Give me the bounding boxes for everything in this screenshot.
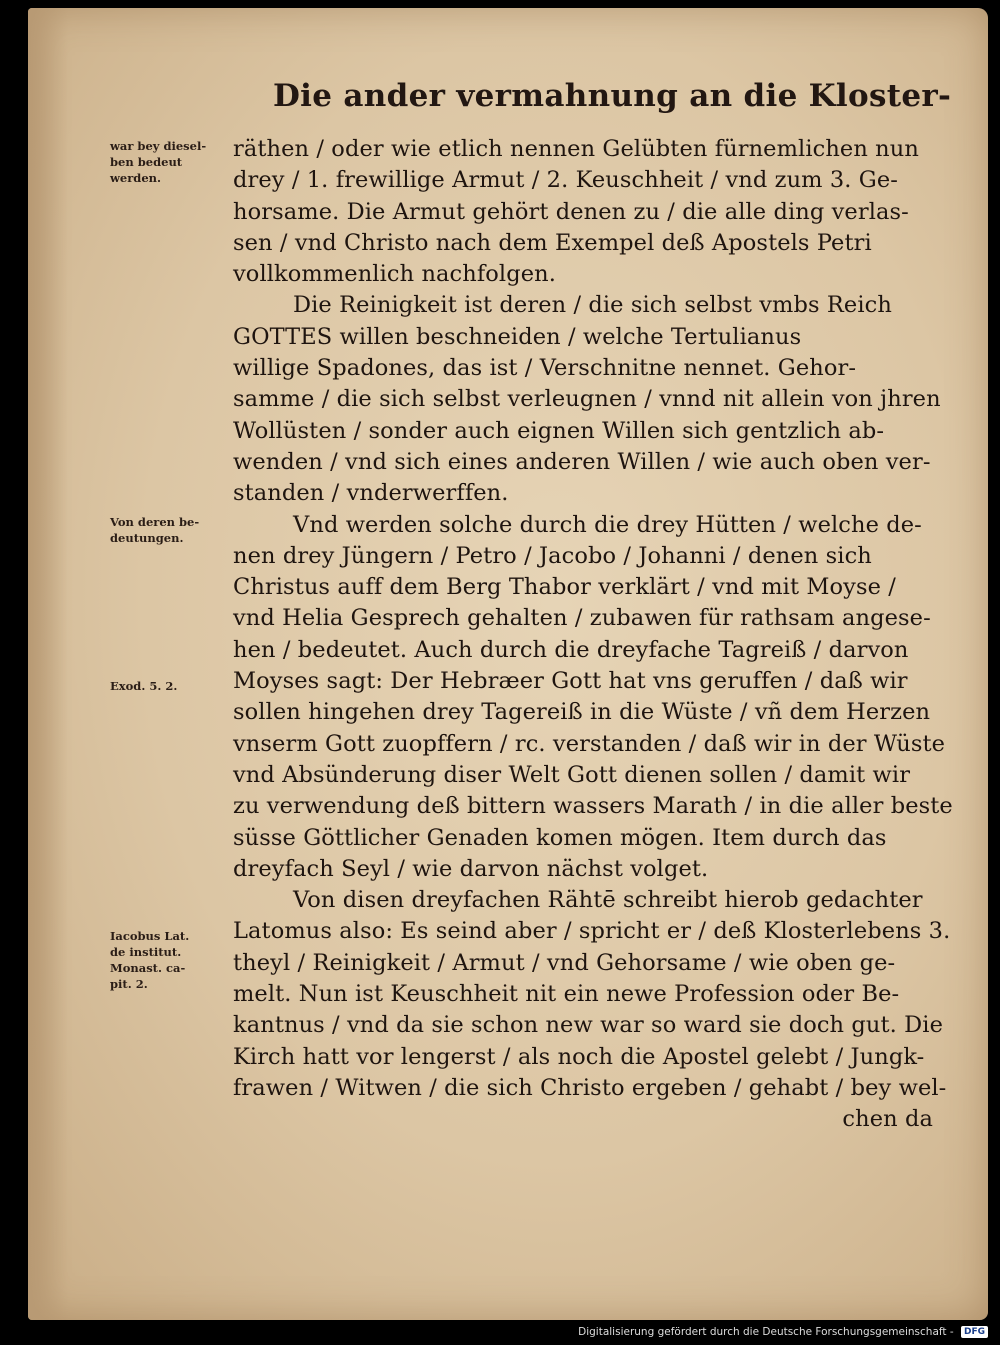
marginal-line: Iacobus Lat. — [110, 929, 190, 943]
text-line: räthen / oder wie etlich nennen Gelübten fürnemlichen nun — [233, 136, 919, 162]
text-line: wenden / vnd sich eines anderen Willen / wie auch oben ver- — [233, 448, 931, 475]
text-line: vollkommenlich nachfolgen. — [233, 261, 556, 288]
running-head: Die ander vermahnung an die Kloster- — [273, 78, 952, 114]
text-line: samme / die sich selbst verleugnen / vnnd nit allein von jhren — [233, 386, 941, 413]
catchword: chen da — [842, 1106, 933, 1133]
text-line: standen / vnderwerffen. — [233, 480, 509, 507]
text-line: frawen / Witwen / die sich Christo ergeben / gehabt / bey wel- — [233, 1074, 947, 1101]
marginal-line: Exod. 5. 2. — [110, 679, 178, 693]
text-line: Wollüsten / sonder auch eignen Willen sich gentzlich ab- — [233, 417, 885, 444]
text-line: Vnd werden solche durch die drey Hütten / welche de- — [293, 511, 922, 538]
footer-text: Digitalisierung gefördert durch die Deutsche Forschungsgemeinschaft - — [578, 1326, 954, 1338]
text-line: Von disen dreyfachen Rähtē schreibt hierob gedachter — [293, 887, 923, 914]
text-line: Die Reinigkeit ist deren / die sich selbst vmbs Reich — [293, 292, 892, 319]
digitization-footer — [0, 1326, 988, 1338]
text-line: Latomus also: Es seind aber / spricht er / deß Klosterlebens 3. — [233, 918, 951, 945]
text-line: zu verwendung deß bittern wassers Marath / in die aller beste — [233, 793, 953, 820]
marginal-line: Monast. ca- — [110, 961, 186, 975]
marginal-line: deutungen. — [110, 531, 184, 545]
text-line: dreyfach Seyl / wie darvon nächst volget. — [233, 855, 709, 882]
text-line: vnd Helia Gesprech gehalten / zubawen für rathsam angese- — [233, 605, 931, 632]
text-line: drey / 1. frewillige Armut / 2. Keuschheit / vnd zum 3. Ge- — [233, 167, 898, 194]
page-gutter — [28, 8, 68, 1320]
marginal-note — [110, 138, 240, 186]
marginal-line: de institut. — [110, 945, 182, 959]
text-line: Kirch hatt vor lengerst / als noch die Apostel gelebt / Jungk- — [233, 1043, 925, 1070]
text-line: horsame. Die Armut gehört denen zu / die alle ding verlas- — [233, 198, 909, 225]
marginal-note — [110, 514, 240, 546]
body-text — [233, 134, 953, 1136]
marginal-line: Von deren be- — [110, 515, 200, 529]
marginal-note — [110, 928, 240, 992]
dfg-logo: DFG — [961, 1326, 988, 1338]
text-line: vnd Absünderung diser Welt Gott dienen sollen / damit wir — [233, 761, 911, 788]
marginal-line: war bey diesel- — [110, 139, 207, 153]
text-line: hen / bedeutet. Auch durch die dreyfache Tagreiß / darvon — [233, 636, 909, 663]
book-page — [28, 8, 988, 1320]
text-line: Christus auff dem Berg Thabor verklärt / vnd mit Moyse / — [233, 574, 896, 601]
text-line: nen drey Jüngern / Petro / Jacobo / Johanni / denen sich — [233, 542, 872, 569]
text-line: Moyses sagt: Der Hebræer Gott hat vns geruffen / daß wir — [233, 668, 908, 695]
text-line: melt. Nun ist Keuschheit nit ein newe Profession oder Be- — [233, 981, 900, 1008]
text-line: GOTTES willen beschneiden / welche Tertulianus — [233, 323, 802, 350]
marginal-line: pit. 2. — [110, 977, 148, 991]
marginal-line: werden. — [110, 171, 161, 185]
text-line: sen / vnd Christo nach dem Exempel deß Apostels Petri — [233, 229, 872, 256]
text-line: kantnus / vnd da sie schon new war so ward sie doch gut. Die — [233, 1012, 943, 1039]
marginal-note — [110, 678, 240, 694]
text-line: vnserm Gott zuopffern / rc. verstanden / daß wir in der Wüste — [233, 730, 946, 757]
text-line: sollen hingehen drey Tagereiß in die Wüste / vñ dem Herzen — [233, 699, 931, 726]
marginal-line: ben bedeut — [110, 155, 183, 169]
text-line: süsse Göttlicher Genaden komen mögen. Item durch das — [233, 824, 887, 851]
text-line: willige Spadones, das ist / Verschnitne nennet. Gehor- — [233, 355, 857, 382]
text-line: theyl / Reinigkeit / Armut / vnd Gehorsame / wie oben ge- — [233, 949, 896, 976]
